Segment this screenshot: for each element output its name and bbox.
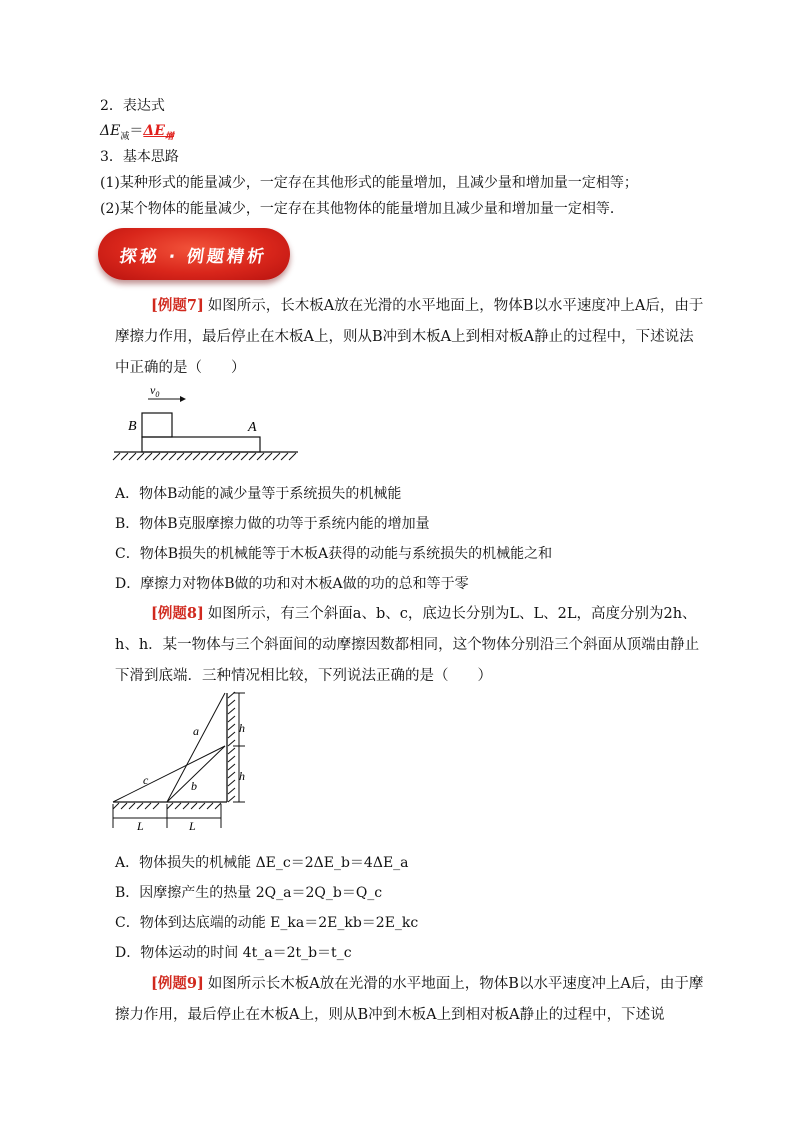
example-8-text	[115, 598, 708, 692]
formula-lhs-sub: 减	[120, 131, 130, 142]
section-3-line-2: (2)某个物体的能量减少，一定存在其他物体的能量增加且减少量和增加量一定相等．	[100, 201, 624, 217]
energy-formula	[100, 121, 174, 147]
label-h-upper: h	[239, 721, 245, 735]
example-8-option-b: B．因摩擦产生的热量 2Q_a＝2Q_b＝Q_c	[115, 885, 383, 901]
example-8-option-a: A．物体损失的机械能 ΔE_c＝2ΔE_b＝4ΔE_a	[115, 855, 409, 871]
label-a: a	[193, 724, 199, 738]
example-9-body: 如图所示长木板A放在光滑的水平地面上，物体B以水平速度冲上A后，由于摩擦力作用，最后停止在木板A上，则从B冲到木板A上到相对板A静止的过程中，下述说	[115, 976, 704, 1023]
board-block-figure	[110, 378, 310, 468]
v0-label: $v_0$	[150, 383, 160, 399]
formula-lhs: ΔE	[100, 123, 121, 139]
label-l-left: L	[137, 819, 144, 833]
example-8-tag: [例题8]	[151, 605, 204, 622]
block-b	[142, 413, 172, 437]
section-2-title: 2．表达式	[100, 98, 165, 114]
board-a	[142, 437, 260, 452]
floor	[113, 802, 227, 809]
label-h-lower: h	[239, 769, 245, 783]
example-7-option-c: C．物体B损失的机械能等于木板A获得的动能与系统损失的机械能之和	[115, 546, 553, 562]
formula-equals: ＝	[129, 123, 144, 139]
formula-rhs-sub: 增	[164, 131, 174, 142]
example-7-option-b: B．物体B克服摩擦力做的功等于系统内能的增加量	[115, 516, 430, 532]
label-a: A	[248, 420, 257, 435]
ground	[113, 452, 298, 460]
label-l-right: L	[189, 819, 196, 833]
length-markers	[113, 804, 221, 828]
label-b: B	[128, 419, 137, 434]
example-7-tag: [例题7]	[151, 297, 204, 314]
example-9-tag: [例题9]	[151, 975, 204, 992]
section-banner	[98, 228, 290, 280]
banner-text: 探秘 · 例题精析	[118, 246, 269, 267]
formula-rhs: ΔE	[143, 123, 165, 139]
example-8-option-d: D．物体运动的时间 4t_a＝2t_b＝t_c	[115, 945, 352, 961]
example-7-option-a: A．物体B动能的减少量等于系统损失的机械能	[115, 486, 402, 502]
label-c: c	[143, 773, 149, 787]
label-b: b	[191, 779, 197, 793]
example-8-option-c: C．物体到达底端的动能 E_ka＝2E_kb＝2E_kc	[115, 915, 419, 931]
height-markers	[233, 693, 245, 802]
example-7-body: 如图所示，长木板A放在光滑的水平地面上，物体B以水平速度冲上A后，由于摩擦力作用，最后停止在木板A上，则从B冲到木板A上到相对板A静止的过程中，下述说法中正确的是（ ）	[115, 298, 704, 376]
incline-b	[167, 746, 225, 802]
section-3-line-1: (1)某种形式的能量减少，一定存在其他形式的能量增加，且减少量和增加量一定相等；	[100, 175, 638, 191]
example-8-body: 如图所示，有三个斜面a、b、c，底边长分别为L、L、2L，高度分别为2h、h、h．某一物体与三个斜面间的动摩擦因数都相同，这个物体分别沿三个斜面从顶端由静止下滑到底端．三种情况相比较，下列说法正确的是（ ）	[115, 606, 700, 684]
wall	[227, 692, 235, 802]
incline-figure	[105, 688, 265, 838]
example-7-text	[115, 290, 708, 384]
example-7-option-d: D．摩擦力对物体B做的功和对木板A做的功的总和等于零	[115, 576, 469, 592]
example-9-text	[115, 968, 708, 1031]
section-3-title: 3．基本思路	[100, 149, 179, 165]
incline-c	[113, 746, 225, 802]
